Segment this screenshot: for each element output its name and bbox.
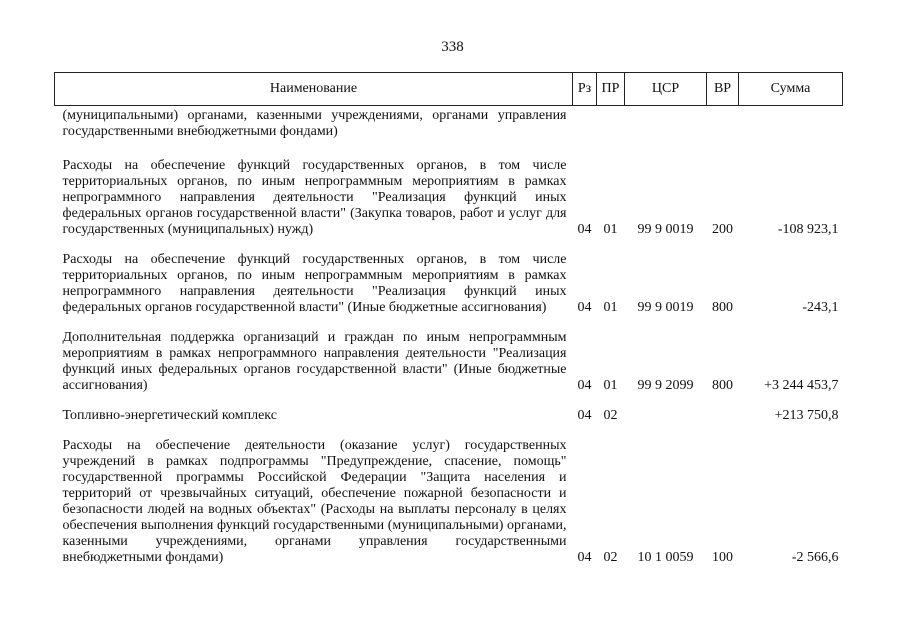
row-pr: 02: [603, 408, 618, 423]
row-csr: 99 9 0019: [637, 300, 694, 315]
row-pr: 01: [603, 300, 618, 315]
column-header-vr: ВР: [707, 73, 739, 106]
row-sum: -2 566,6: [791, 550, 839, 565]
table-row: [55, 316, 843, 394]
row-name: Расходы на обеспечение деятельности (оказание услуг) государственных учреждений в рамках подпрограммы "Предупреждение, спасение, помощь" государственной программы Российской Федерации "Защита населения и территорий от чрезвычайных ситуаций, обеспечение пожарной безопасности и безопасности людей на водных объектах" (Расходы на выплаты персоналу в целях обеспечения выполнения функций государственными (муниципальными) органами, казенными учреждениями, органами управления государственными внебюджетными фондами): [62, 438, 567, 565]
column-header-sum: Сумма: [739, 73, 843, 106]
row-rz: 04: [577, 408, 592, 423]
row-csr: [625, 106, 707, 141]
row-vr: [707, 106, 739, 141]
table-row: [55, 140, 843, 238]
row-rz: [573, 106, 597, 141]
table-header-row: [55, 73, 843, 106]
row-rz: 04: [577, 550, 592, 565]
row-rz: 04: [577, 222, 592, 237]
row-sum: [739, 106, 843, 141]
column-header-csr: ЦСР: [625, 73, 707, 106]
row-csr: 99 9 2099: [637, 378, 694, 393]
row-sum: -108 923,1: [777, 222, 839, 237]
row-vr: 800: [712, 300, 733, 315]
table-row: [55, 106, 843, 141]
row-csr: 99 9 0019: [637, 222, 694, 237]
row-csr: 10 1 0059: [637, 550, 694, 565]
row-pr: 01: [603, 222, 618, 237]
row-rz: 04: [577, 300, 592, 315]
row-vr: [707, 394, 739, 424]
column-header-name: Наименование: [55, 73, 573, 106]
row-name: Дополнительная поддержка организаций и граждан по иным непрограммным мероприятиям в рамках непрограммного направления деятельности "Реализация функций иных федеральных органов государственной власти" (Иные бюджетные ассигнования): [62, 330, 567, 393]
column-header-pr: ПР: [597, 73, 625, 106]
row-vr: 100: [712, 550, 733, 565]
page-number: 338: [441, 39, 464, 55]
table-row: [55, 424, 843, 566]
row-vr: 800: [712, 378, 733, 393]
row-name: Топливно-энергетический комплекс: [62, 408, 277, 423]
row-csr: [625, 394, 707, 424]
row-name: (муниципальными) органами, казенными учреждениями, органами управления государственными внебюджетными фондами): [62, 108, 567, 139]
budget-table: [54, 72, 843, 566]
row-pr: [597, 106, 625, 141]
row-sum: +3 244 453,7: [764, 378, 839, 393]
row-rz: 04: [577, 378, 592, 393]
column-header-rz: Рз: [573, 73, 597, 106]
row-name: Расходы на обеспечение функций государственных органов, в том числе территориальных органов, по иным непрограммным мероприятиям в рамках непрограммного направления деятельности "Реализация функций иных федеральных органов государственной власти" (Иные бюджетные ассигнования): [62, 252, 567, 315]
row-sum: -243,1: [802, 300, 839, 315]
table-row: [55, 394, 843, 424]
row-pr: 01: [603, 378, 618, 393]
row-pr: 02: [603, 550, 618, 565]
row-sum: +213 750,8: [774, 408, 839, 423]
row-name: Расходы на обеспечение функций государственных органов, в том числе территориальных органов, по иным непрограммным мероприятиям в рамках непрограммного направления деятельности "Реализация функций иных федеральных органов государственной власти" (Закупка товаров, работ и услуг для государственных (муниципальных) нужд): [62, 158, 567, 237]
row-vr: 200: [712, 222, 733, 237]
table-row: [55, 238, 843, 316]
